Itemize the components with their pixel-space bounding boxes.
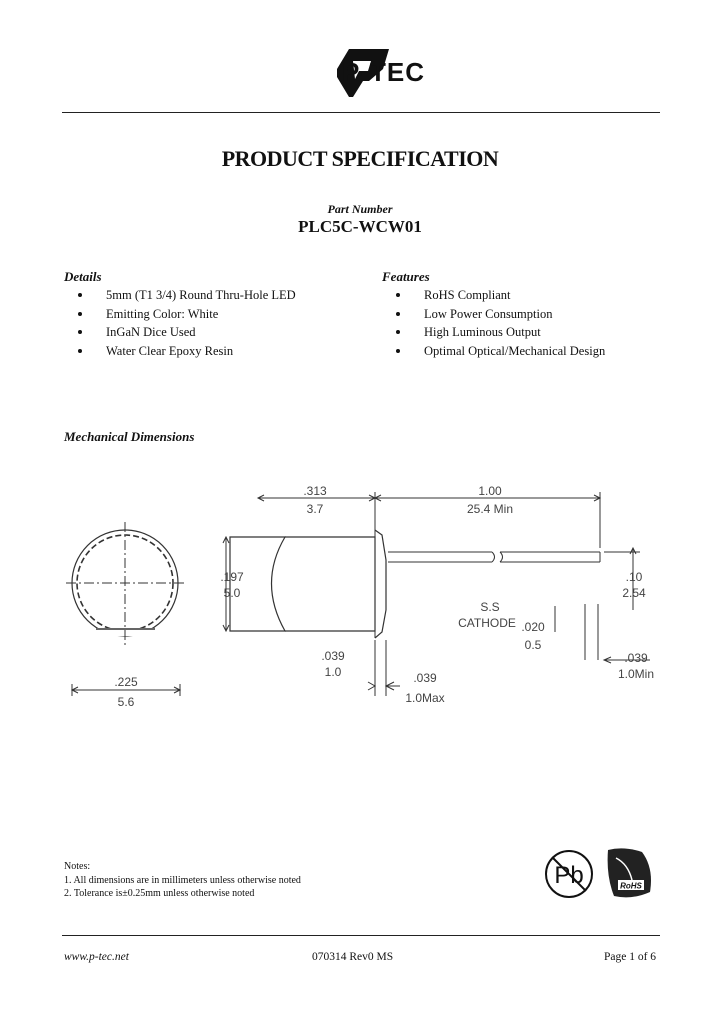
dim-body-len-mm: 3.7 [306,502,324,516]
part-number-label: Part Number [327,202,393,216]
bottom-rule [62,935,660,936]
dim-width-in: .225 [114,675,138,689]
features-item: Optimal Optical/Mechanical Design [382,342,605,361]
note-item: 1. All dimensions are in millimeters unless otherwise noted [64,874,301,886]
features-item: High Luminous Output [382,323,605,342]
footer-revision: 070314 Rev0 MS [312,951,394,963]
dim-lead-t-mm: 1.0Min [617,667,655,681]
part-number-value: PLC5C-WCW01 [298,217,422,236]
features-item: RoHS Compliant [382,286,605,305]
features-heading: Features [382,269,430,284]
lead-free-icon [543,848,595,900]
dim-spacing-mm: 2.54 [622,586,646,600]
cathode-label-2: CATHODE [458,616,516,630]
note-item: 2. Tolerance is±0.25mm unless otherwise noted [64,888,255,899]
details-item: Water Clear Epoxy Resin [64,342,296,361]
dim-base-in: .039 [413,671,437,685]
page-title: PRODUCT SPECIFICATION [221,146,499,171]
notes-heading: Notes: [64,861,91,872]
dim-lead-w-mm: 0.5 [524,638,542,652]
dim-body-len-in: .313 [303,484,327,498]
dim-dia-in: .197 [220,570,244,584]
details-heading: Details [64,269,102,284]
top-rule [62,112,660,113]
mechanical-drawing [0,470,720,720]
features-list [382,286,605,360]
details-list [64,286,296,360]
cathode-label-1: S.S [480,600,500,614]
dim-spacing-in: .10 [625,570,643,584]
footer-website[interactable]: www.p-tec.net [64,951,129,963]
rohs-leaf-icon [602,846,656,902]
features-item: Low Power Consumption [382,305,605,324]
brand-name: P-TEC [342,57,425,87]
dim-lead-t-in: .039 [624,651,648,665]
lead-free-text: Pb [554,862,584,889]
footer-page-number: Page 1 of 6 [604,951,657,963]
dim-lead-len-mm: 25.4 Min [466,502,514,516]
mechanical-heading: Mechanical Dimensions [64,429,195,444]
notes-block [64,860,301,901]
dim-flange-in: .039 [321,649,345,663]
dim-base-mm: 1.0Max [405,691,445,705]
rohs-text: RoHS [620,881,642,891]
dim-dia-mm: 5.0 [223,586,241,600]
dim-width-mm: 5.6 [117,695,135,709]
dim-flange-mm: 1.0 [324,665,342,679]
details-item: 5mm (T1 3/4) Round Thru-Hole LED [64,286,296,305]
details-item: InGaN Dice Used [64,323,296,342]
dim-lead-w-in: .020 [521,620,545,634]
details-item: Emitting Color: White [64,305,296,324]
dim-lead-len-in: 1.00 [478,484,502,498]
